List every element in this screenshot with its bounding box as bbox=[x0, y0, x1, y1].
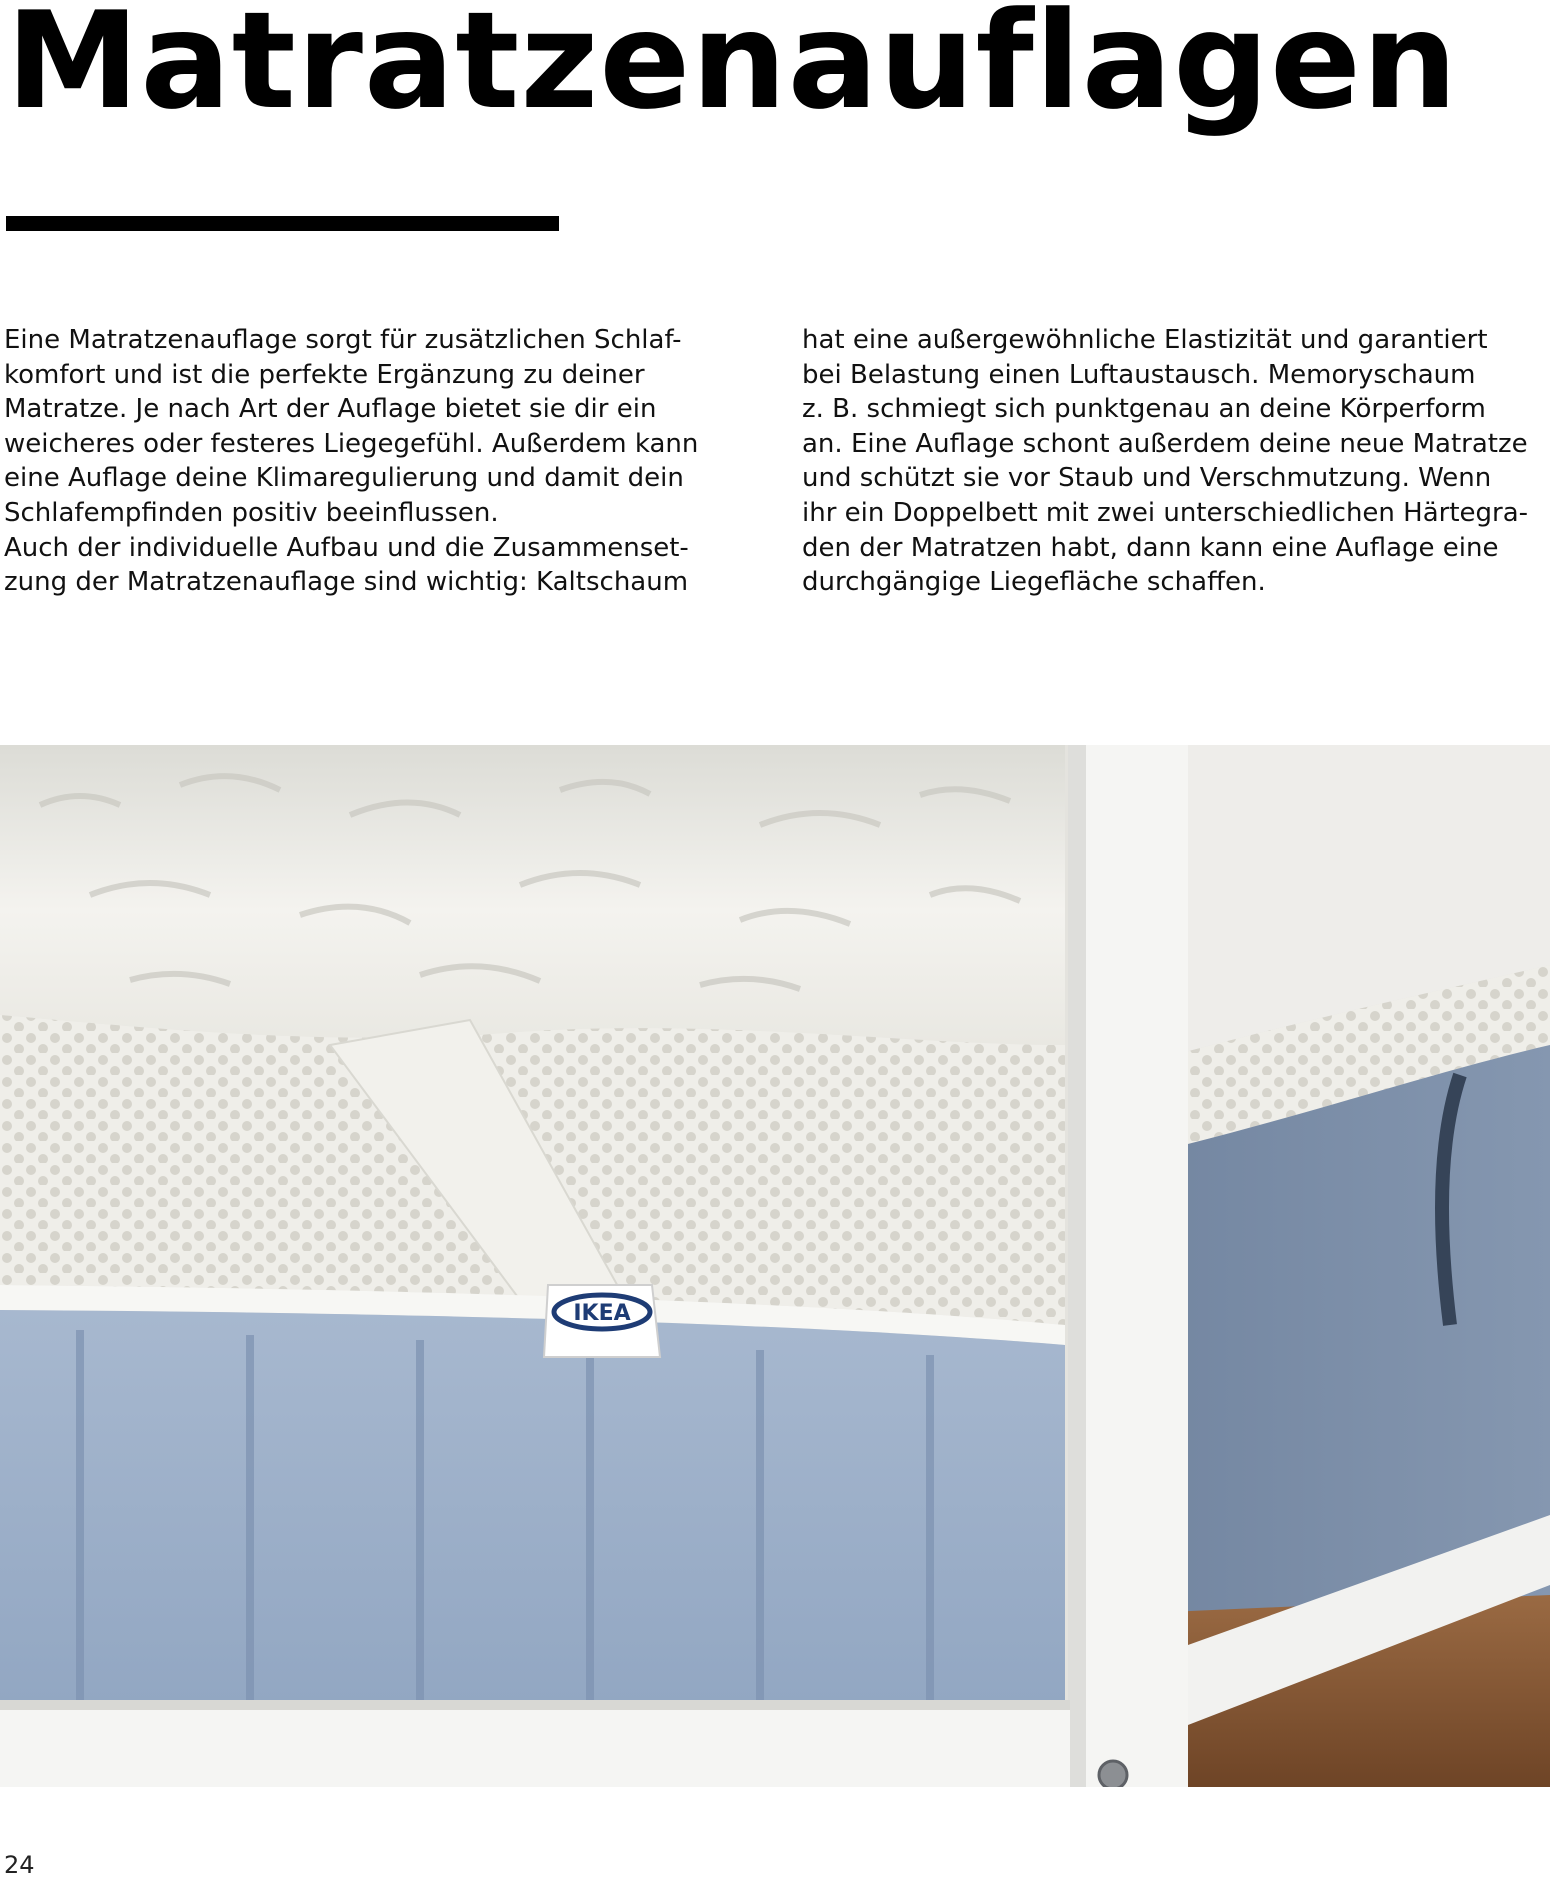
body-text-right-column bbox=[802, 323, 1542, 600]
bed-frame-rail bbox=[0, 1705, 1070, 1787]
text-line: komfort und ist die perfekte Ergänzung zu deiner bbox=[4, 359, 645, 390]
ikea-tag bbox=[544, 1285, 660, 1357]
bed-frame-rail-shadow bbox=[0, 1700, 1070, 1710]
mattress-topper-photo bbox=[0, 745, 1550, 1787]
text-line: durchgängige Liegefläche schaffen. bbox=[802, 567, 1266, 598]
topper-surface bbox=[0, 745, 1065, 1045]
text-line: an. Eine Auflage schont außerdem deine neue Matratze bbox=[802, 428, 1528, 459]
text-line: und schützt sie vor Staub und Verschmutzung. Wenn bbox=[802, 463, 1492, 494]
page-number: 24 bbox=[4, 1851, 35, 1879]
text-line: hat eine außergewöhnliche Elastizität und garantiert bbox=[802, 325, 1488, 355]
body-text-left-column bbox=[4, 323, 724, 600]
mattress-side bbox=[0, 1310, 1065, 1745]
text-line: eine Auflage deine Klimaregulierung und damit dein bbox=[4, 463, 684, 494]
page-title: Matratzenauflagen bbox=[6, 0, 1459, 139]
text-line: den der Matratzen habt, dann kann eine Auflage eine bbox=[802, 532, 1499, 563]
text-line: Eine Matratzenauflage sorgt für zusätzlichen Schlaf- bbox=[4, 325, 682, 355]
bed-frame-post-shadow bbox=[1068, 745, 1086, 1787]
text-line: z. B. schmiegt sich punktgenau an deine Körperform bbox=[802, 394, 1486, 425]
text-line: zung der Matratzenauflage sind wichtig: Kaltschaum bbox=[4, 567, 689, 598]
ikea-tag-logo: IKEA bbox=[573, 1301, 631, 1326]
text-line: Schlafempfinden positiv beeinflussen. bbox=[4, 497, 499, 528]
text-line: ihr ein Doppelbett mit zwei unterschiedlichen Härtegra- bbox=[802, 497, 1529, 528]
frame-bolt bbox=[1099, 1761, 1127, 1787]
title-underline bbox=[6, 216, 559, 231]
text-line: weicheres oder festeres Liegegefühl. Außerdem kann bbox=[4, 428, 699, 459]
text-line: Matratze. Je nach Art der Auflage bietet sie dir ein bbox=[4, 394, 657, 425]
text-line: bei Belastung einen Luftaustausch. Memoryschaum bbox=[802, 359, 1476, 390]
text-line: Auch der individuelle Aufbau und die Zusammenset- bbox=[4, 532, 689, 563]
